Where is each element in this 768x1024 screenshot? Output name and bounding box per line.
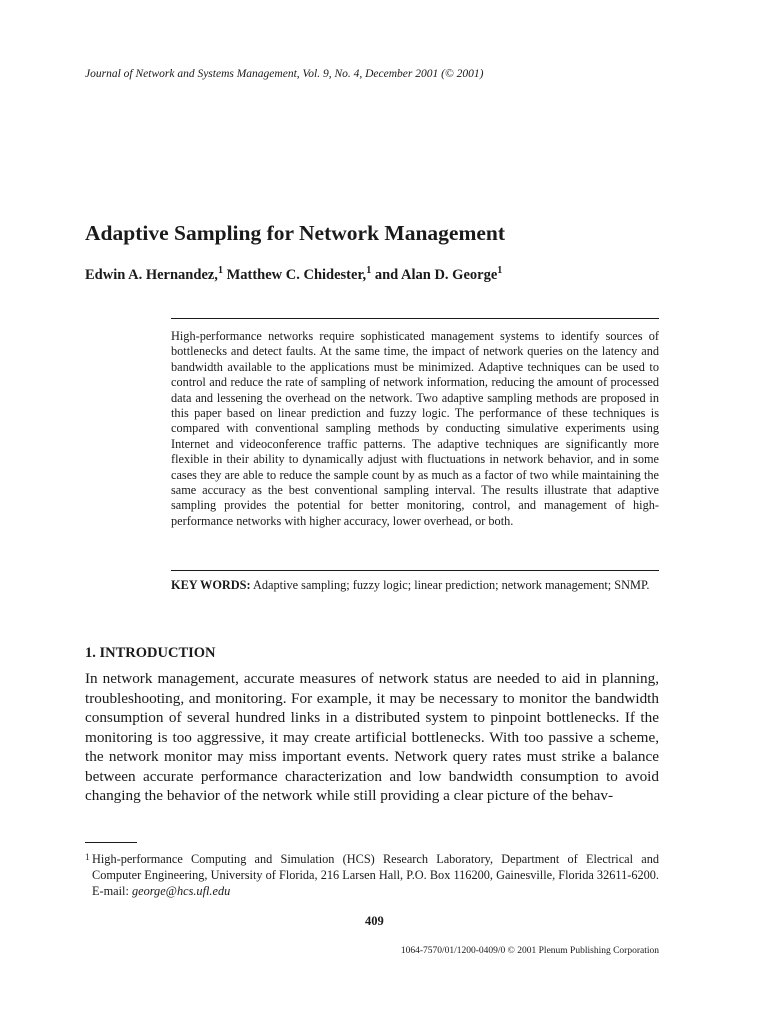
keywords-label: KEY WORDS:	[171, 578, 251, 592]
abstract: High-performance networks require sophisticated management systems to identify sources of bottlenecks and detect faults. At the same time, the impact of network queries on the latency and bandwidth available to the applications must be minimized. Adaptive techniques can be used to control and reduce the rate of sampling of network information, reducing the amount of processed data and lessening the overhead on the network. Two adaptive sampling methods are proposed in this paper based on linear prediction and fuzzy logic. The performance of these techniques is compared with conventional sampling methods by conducting simulative experiments using Internet and videoconference traffic patterns. The adaptive techniques are significantly more flexible in their ability to dynamically adjust with fluctuations in network behavior, and in some cases they are able to reduce the sample count by as much as a factor of two while maintaining the same accuracy as the best conventional sampling interval. The results illustrate that adaptive sampling provides the potential for better monitoring, control, and management of high-performance networks with higher accuracy, lower overhead, or both.	[171, 329, 659, 528]
footnote-mark: 1	[85, 852, 90, 862]
author-name: and Alan D. George	[374, 267, 498, 283]
footnote	[85, 851, 659, 899]
keywords-text: Adaptive sampling; fuzzy logic; linear prediction; network management; SNMP.	[253, 578, 650, 592]
keywords-rule	[171, 570, 659, 571]
abstract-top-rule	[171, 318, 659, 319]
paper-title: Adaptive Sampling for Network Management	[85, 221, 506, 245]
author-name: Edwin A. Hernandez,	[85, 267, 218, 283]
footnote-email: george@hcs.ufl.edu	[131, 884, 231, 898]
running-head: Journal of Network and Systems Management, Vol. 9, No. 4, December 2001 (© 2001)	[85, 68, 484, 80]
affiliation-mark: 1	[217, 265, 223, 277]
copyright-line: 1064-7570/01/1200-0409/0 © 2001 Plenum Publishing Corporation	[400, 946, 659, 956]
author-name: Matthew C. Chidester,	[226, 267, 367, 283]
keywords	[171, 578, 659, 593]
affiliation-mark: 1	[366, 265, 372, 277]
section-heading: 1. INTRODUCTION	[85, 645, 216, 661]
introduction-text: In network management, accurate measures of network status are needed to aid in planning, troubleshooting, and monitoring. For example, it may be necessary to monitor the bandwidth consumption of several hundred links in a distributed system to pinpoint bottlenecks. If the monitoring is too aggressive, it may create artificial bottlenecks. With too passive a scheme, the network monitor may miss important events. Network query rates must strike a balance between accurate performance characterization and low bandwidth consumption to avoid changing the behavior of the network while still providing a clear picture of the behav-	[85, 670, 659, 804]
affiliation-mark: 1	[497, 265, 503, 277]
author-list	[85, 267, 502, 284]
footnote-text: High-performance Computing and Simulation (HCS) Research Laboratory, Department of Electrical and Computer Engineering, University of Florida, 216 Larsen Hall, P.O. Box 116200, Gainesville, Florida 32611-6200. E-mail:	[92, 852, 659, 898]
page-number: 409	[365, 914, 384, 928]
footnote-rule	[85, 842, 137, 843]
